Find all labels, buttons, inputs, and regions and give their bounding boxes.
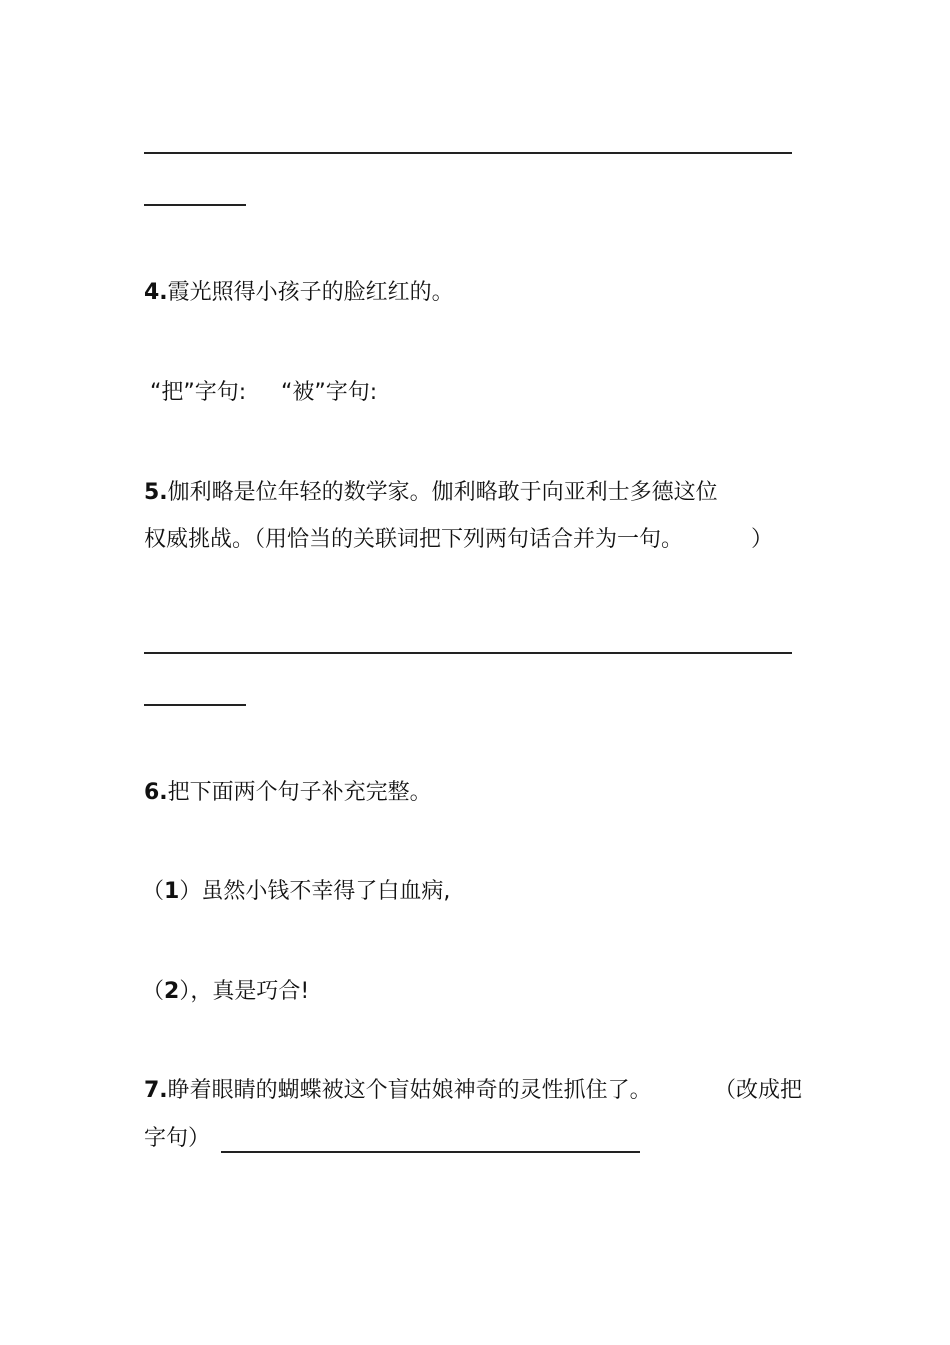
bei-sentence-label: “被”字句: xyxy=(281,380,378,405)
question-7-number: 7. xyxy=(144,1078,168,1103)
question-6 xyxy=(144,778,432,808)
question-4 xyxy=(144,278,454,308)
question-5-line-1 xyxy=(144,478,718,508)
item-1-text: ）虽然小钱不幸得了白血病, xyxy=(179,879,451,904)
question-6-number: 6. xyxy=(144,780,168,805)
question-5-number: 5. xyxy=(144,480,168,505)
question-4-number: 4. xyxy=(144,280,168,305)
question-7-line-2: 字句） xyxy=(144,1126,211,1151)
answer-line-top-full[interactable] xyxy=(144,152,792,154)
question-6-item-2: （2），真是巧合! xyxy=(142,979,310,1004)
item-2-number: 2 xyxy=(164,979,180,1004)
item-1-number: 1 xyxy=(164,879,180,904)
question-7-line-1 xyxy=(144,1076,652,1106)
question-7-suffix: （改成把 xyxy=(714,1078,803,1103)
question-5-text-1: 伽利略是位年轻的数学家。伽利略敢于向亚利士多德这位 xyxy=(167,480,718,505)
question-5-close-paren: ） xyxy=(751,527,774,552)
question-6-text: 把下面两个句子补充完整。 xyxy=(167,780,432,805)
answer-line-top-short[interactable] xyxy=(144,204,246,206)
ba-sentence-label: “把”字句: xyxy=(150,380,247,405)
answer-line-q5-short[interactable] xyxy=(144,704,246,706)
question-4-text: 霞光照得小孩子的脸红红的。 xyxy=(167,280,454,305)
question-7-text-1: 睁着眼睛的蝴蝶被这个盲姑娘神奇的灵性抓住了。 xyxy=(167,1078,652,1103)
answer-line-q5-full[interactable] xyxy=(144,652,792,654)
answer-line-q7[interactable] xyxy=(221,1151,640,1153)
question-5-line-2: 权威挑战。（用恰当的关联词把下列两句话合并为一句。 xyxy=(144,527,684,552)
question-6-item-1: （1）虽然小钱不幸得了白血病, xyxy=(142,879,451,904)
item-2-text: ），真是巧合! xyxy=(179,979,310,1004)
